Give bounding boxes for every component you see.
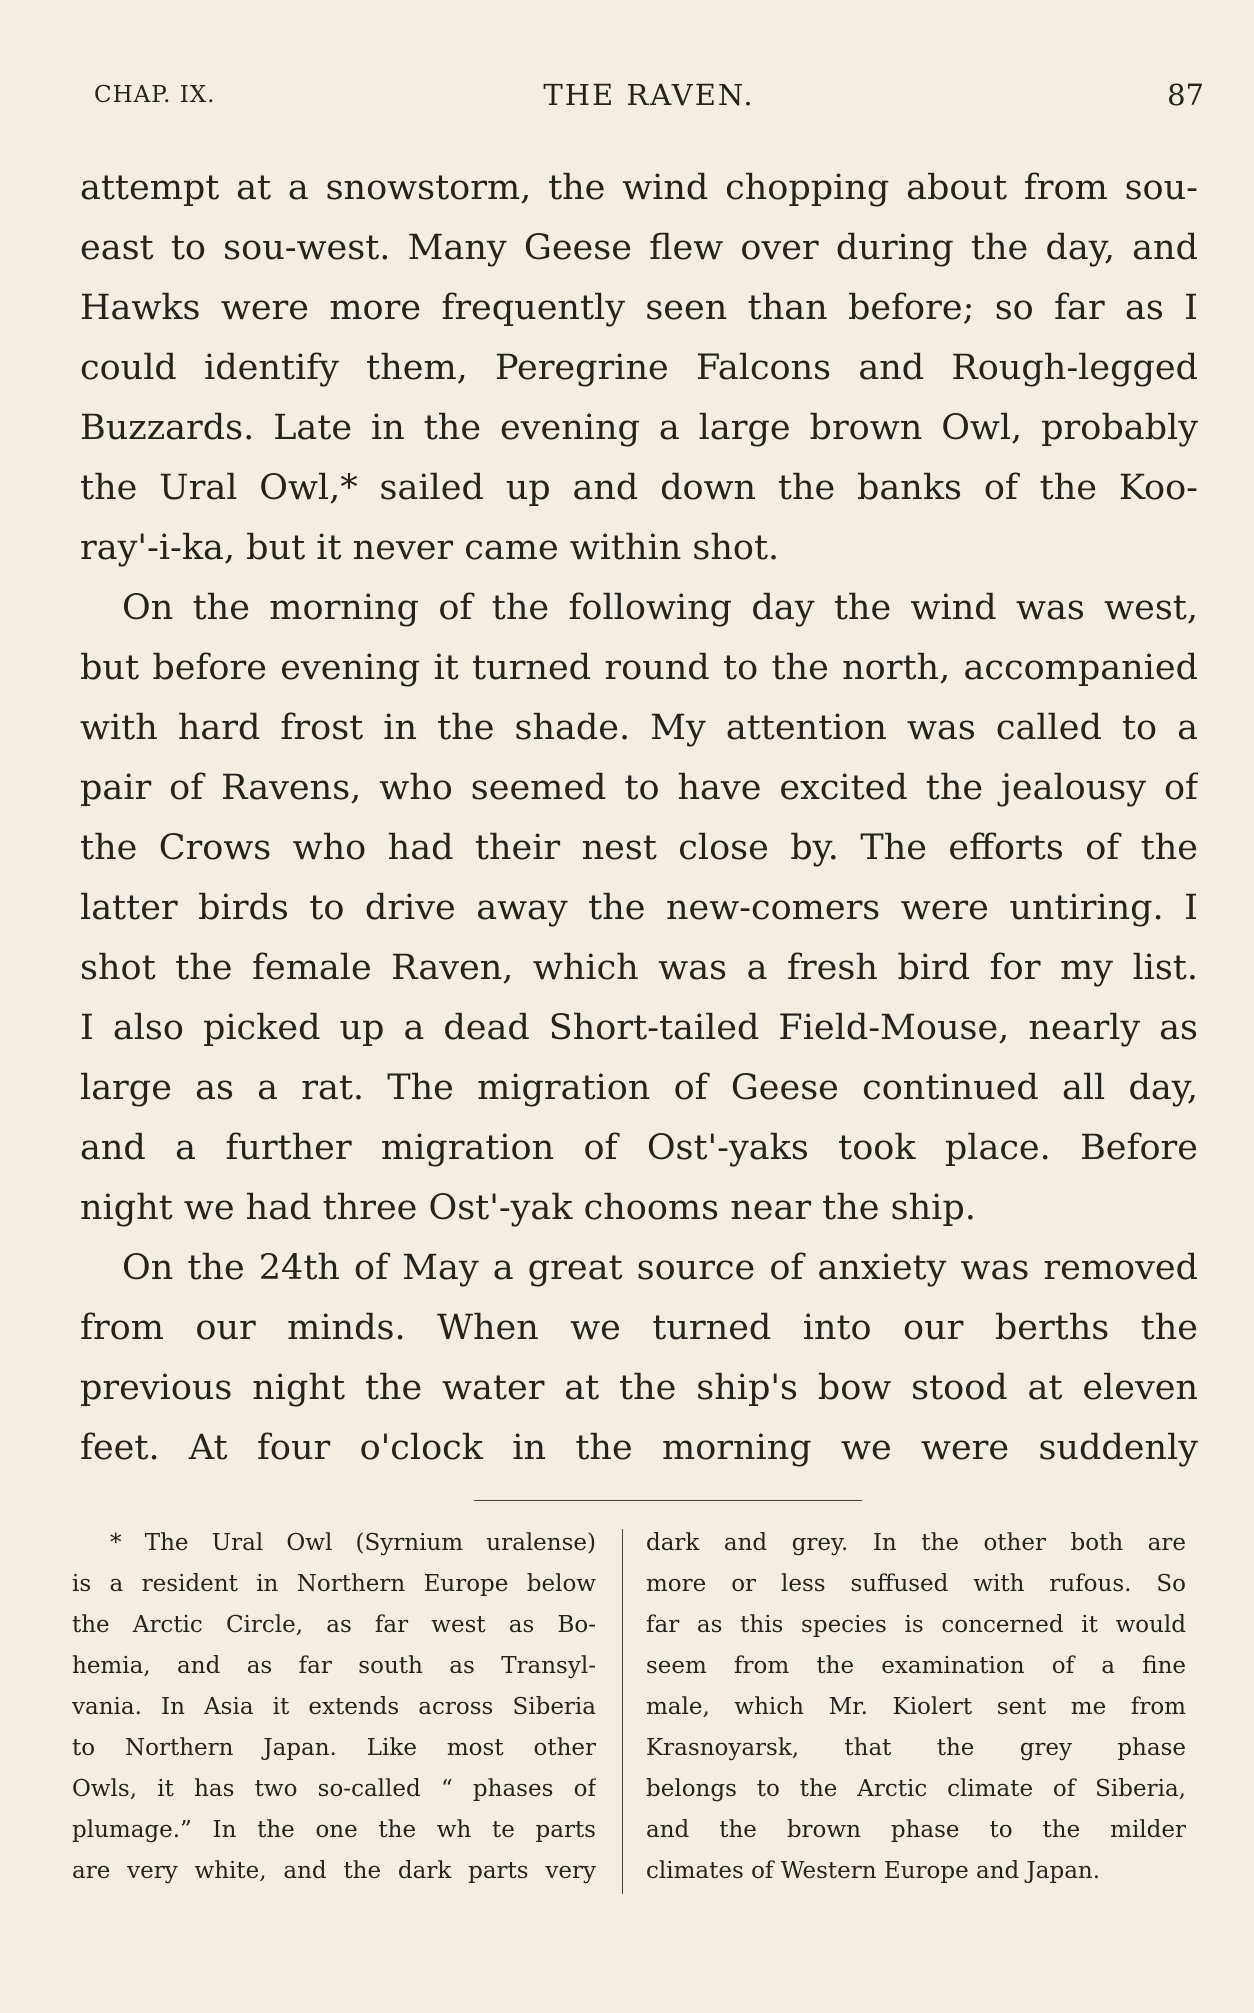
column-divider	[622, 1529, 623, 1894]
page-number: 87	[1167, 78, 1204, 112]
footnote-column-right	[646, 1523, 1186, 1892]
footnote-line: belongs to the Arctic climate of Siberia,	[646, 1776, 1186, 1802]
running-head	[94, 78, 1204, 118]
chapter-label: CHAP. IX.	[94, 82, 216, 108]
text-line: from our minds. When we turned into our berths the	[80, 1308, 1198, 1348]
footnote-line: to Northern Japan. Like most other	[72, 1735, 596, 1761]
text-line: but before evening it turned round to the north, accompanied	[80, 648, 1198, 688]
text-line: latter birds to drive away the new-comers were untiring. I	[80, 888, 1198, 928]
text-line: On the morning of the following day the wind was west,	[122, 588, 1198, 628]
footnote-line: and the brown phase to the milder	[646, 1817, 1186, 1843]
footnote-line: seem from the examination of a fine	[646, 1653, 1186, 1679]
text-line: with hard frost in the shade. My attention was called to a	[80, 708, 1198, 748]
text-line: could identify them, Peregrine Falcons and Rough-legged	[80, 348, 1198, 388]
footnote-line: is a resident in Northern Europe below	[72, 1571, 596, 1597]
text-line: Buzzards. Late in the evening a large brown Owl, probably	[80, 408, 1198, 448]
footnote-line: are very white, and the dark parts very	[72, 1858, 596, 1884]
footnote-line: hemia, and as far south as Transyl-	[72, 1653, 596, 1679]
text-line: Hawks were more frequently seen than before; so far as I	[80, 288, 1198, 328]
running-title: THE RAVEN.	[543, 78, 755, 112]
text-line: feet. At four o'clock in the morning we were suddenly	[80, 1428, 1198, 1468]
text-line: pair of Ravens, who seemed to have excited the jealousy of	[80, 768, 1198, 808]
footnote-line: vania. In Asia it extends across Siberia	[72, 1694, 596, 1720]
text-line: night we had three Ost'-yak chooms near the ship.	[80, 1188, 976, 1228]
text-line: shot the female Raven, which was a fresh bird for my list.	[80, 948, 1198, 988]
text-line: large as a rat. The migration of Geese continued all day,	[80, 1068, 1198, 1108]
text-line: the Crows who had their nest close by. The efforts of the	[80, 828, 1198, 868]
text-line: On the 24th of May a great source of anxiety was removed	[122, 1248, 1198, 1288]
footnote-line: Krasnoyarsk, that the grey phase	[646, 1735, 1186, 1761]
footnote-line: plumage.” In the one the wh te parts	[72, 1817, 596, 1843]
footnote-block	[72, 1523, 1190, 1893]
footnote-line: * The Ural Owl (Syrnium uralense)	[110, 1530, 596, 1556]
text-line: and a further migration of Ost'-yaks took place. Before	[80, 1128, 1198, 1168]
text-line: east to sou-west. Many Geese flew over during the day, and	[80, 228, 1198, 268]
footnote-line: male, which Mr. Kiolert sent me from	[646, 1694, 1186, 1720]
body-text	[80, 158, 1198, 1478]
text-line: ray'-i-ka, but it never came within shot.	[80, 528, 780, 568]
footnote-rule	[474, 1500, 862, 1501]
footnote-line: climates of Western Europe and Japan.	[646, 1858, 1101, 1884]
footnote-line: Owls, it has two so-called “ phases of	[72, 1776, 596, 1802]
text-line: attempt at a snowstorm, the wind chopping about from sou-	[80, 168, 1198, 208]
footnote-line: far as this species is concerned it would	[646, 1612, 1186, 1638]
footnote-line: dark and grey. In the other both are	[646, 1530, 1186, 1556]
footnote-line: more or less suffused with rufous. So	[646, 1571, 1186, 1597]
text-line: the Ural Owl,* sailed up and down the banks of the Koo-	[80, 468, 1198, 508]
footnote-column-left	[72, 1523, 596, 1892]
text-line: previous night the water at the ship's bow stood at eleven	[80, 1368, 1198, 1408]
footnote-line: the Arctic Circle, as far west as Bo-	[72, 1612, 596, 1638]
text-line: I also picked up a dead Short-tailed Field-Mouse, nearly as	[80, 1008, 1198, 1048]
